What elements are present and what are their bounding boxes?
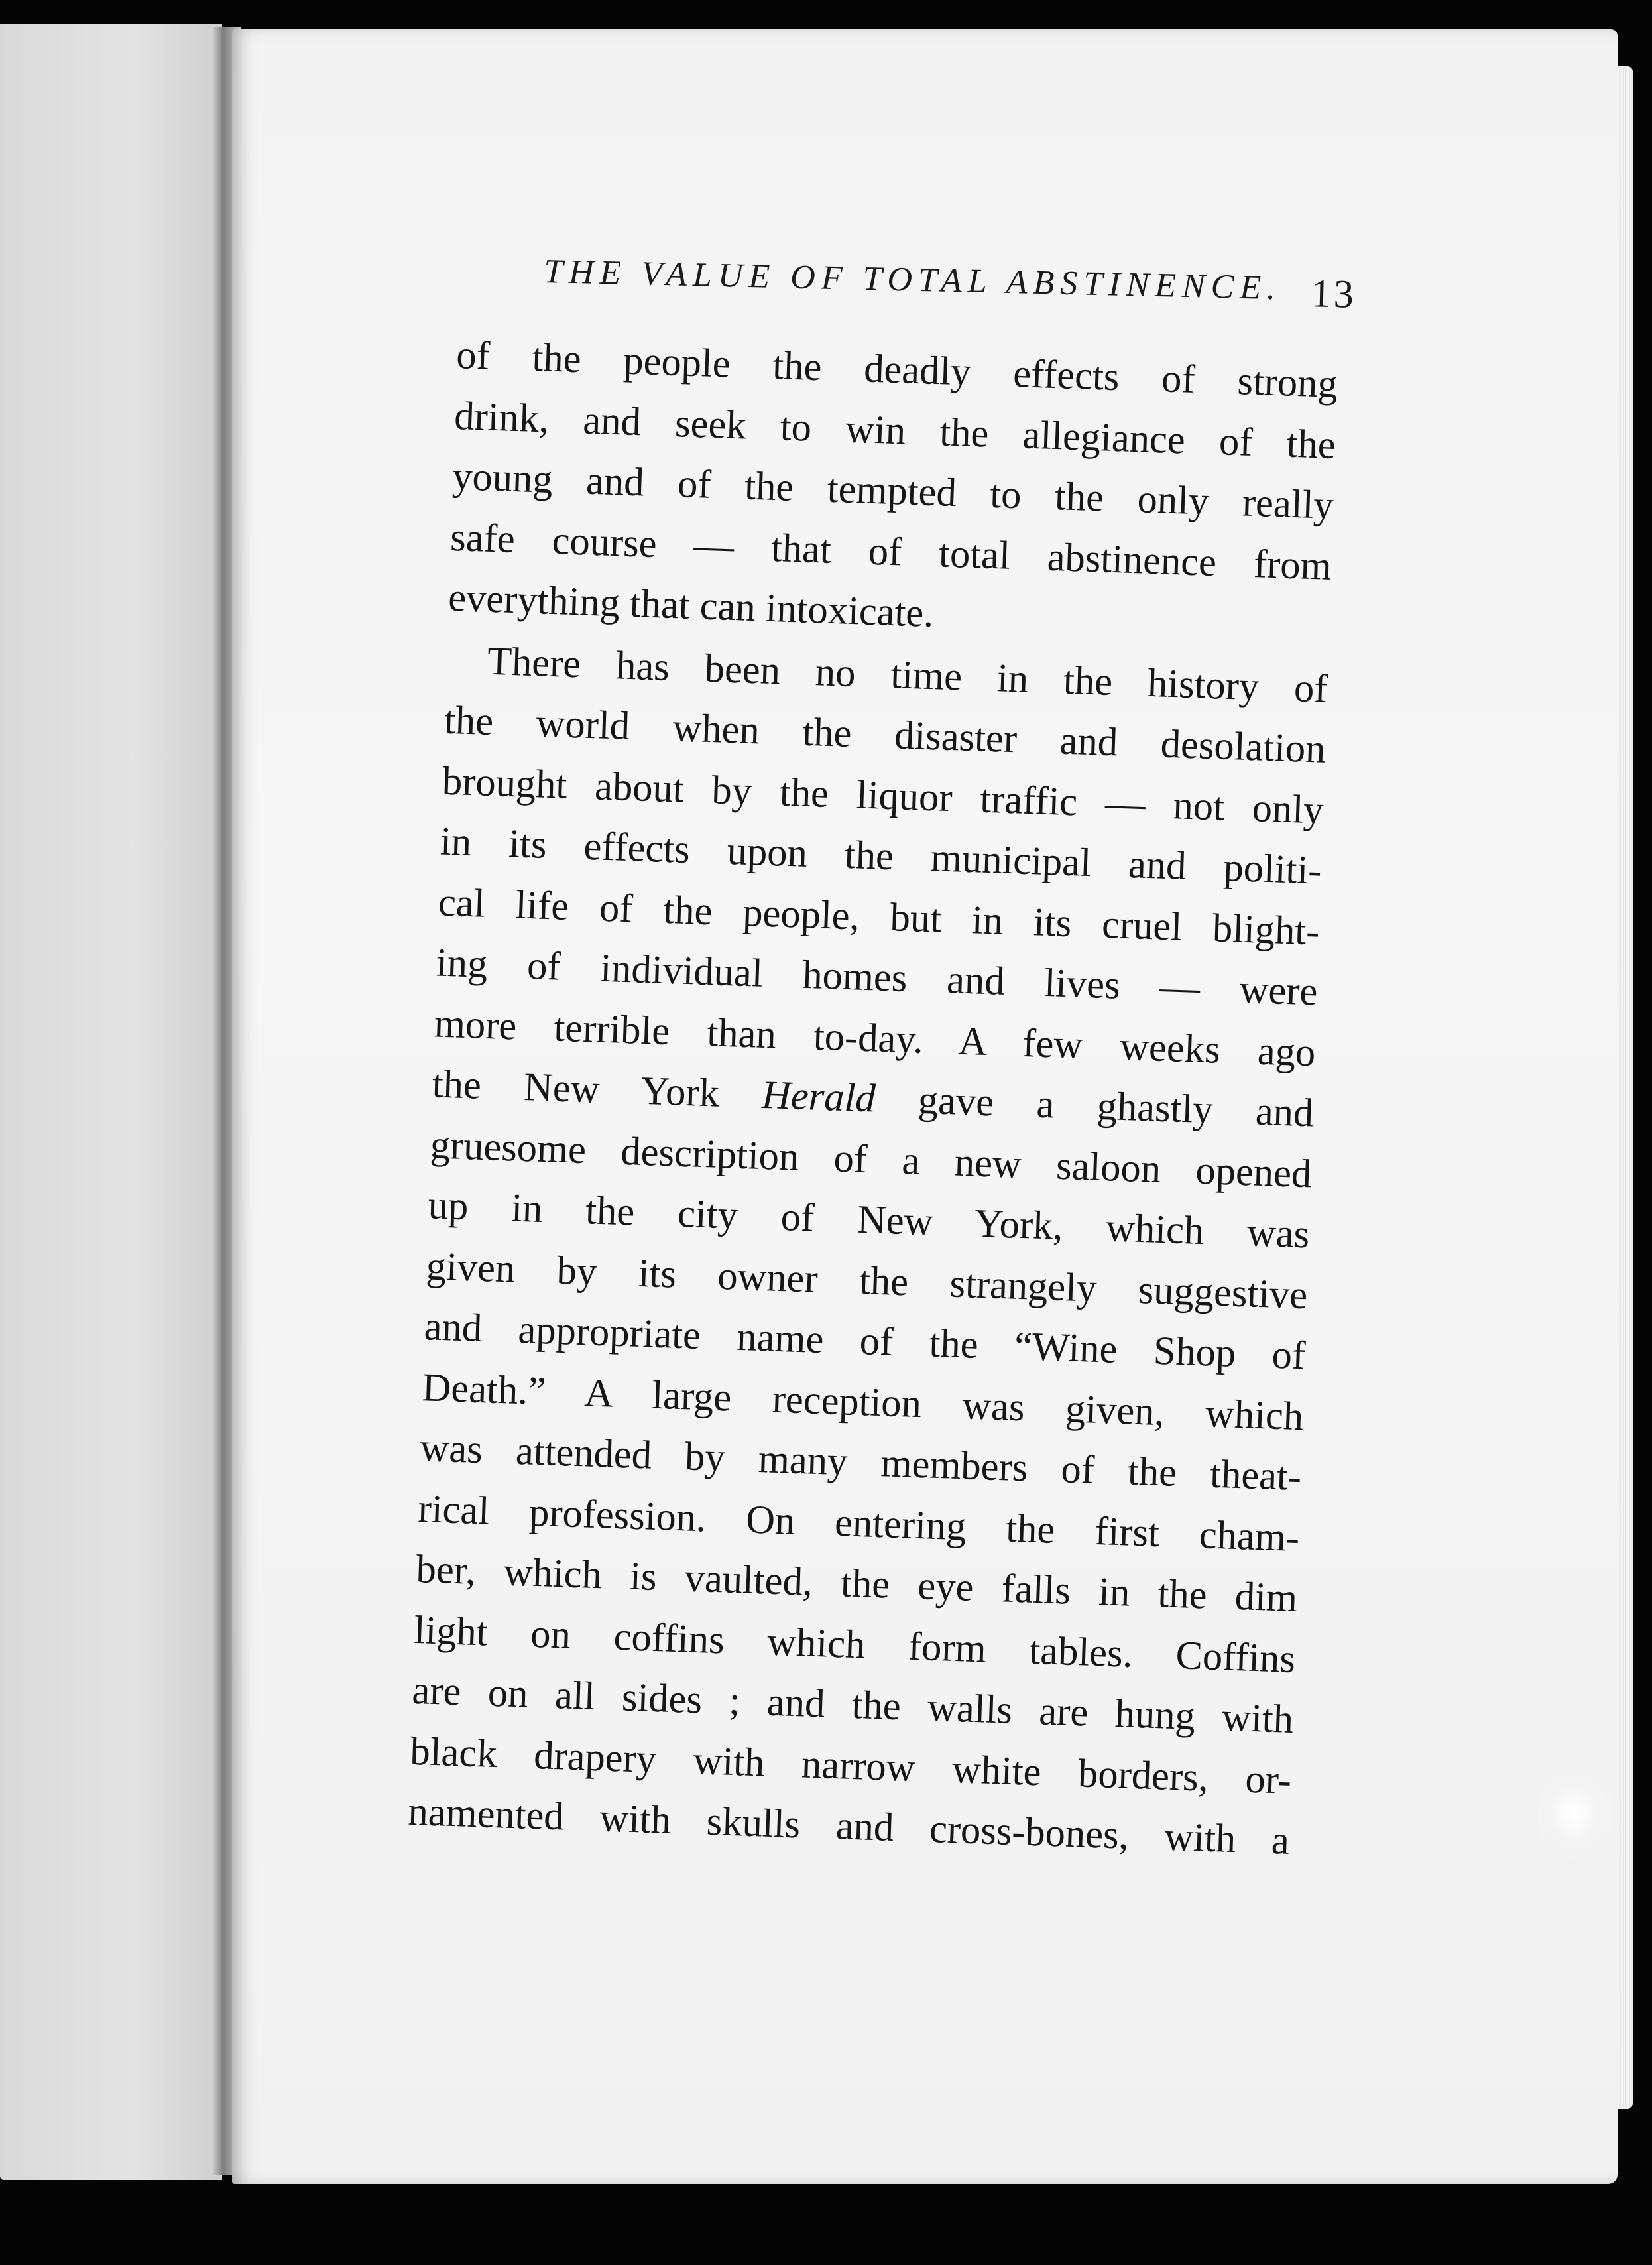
text-line: given by its owner the strangely suggestive	[425, 1243, 1309, 1317]
text-line: of the people the deadly effects of strong	[455, 332, 1338, 407]
text-line: gruesome description of a new saloon opened	[429, 1122, 1313, 1196]
paragraph-1	[447, 325, 1338, 657]
body-text	[407, 325, 1338, 1871]
text-line: brought about by the liquor traffic — not only	[442, 759, 1325, 833]
running-title: THE VALUE OF TOTAL ABSTINENCE.	[543, 253, 1282, 308]
paragraph-2	[407, 629, 1328, 1871]
text-line: black drapery with narrow white borders, or-	[409, 1729, 1293, 1803]
text-line: ber, which is vaulted, the eye falls in the dim	[415, 1546, 1299, 1621]
text-line: cal life of the people, but in its cruel blight-	[438, 880, 1321, 954]
text-line: There has been no time in the history of	[487, 639, 1328, 711]
text-line: rical profession. On entering the first cham-	[417, 1486, 1301, 1560]
text-line: in its effects upon the municipal and politi-	[440, 819, 1323, 893]
text-line: the world when the disaster and desolation	[443, 698, 1327, 772]
text-line: safe course — that of total abstinence from	[449, 515, 1332, 589]
page-number: 13	[1311, 271, 1357, 316]
text-line: ing of individual homes and lives — were	[435, 940, 1319, 1014]
herald-after: gave a ghastly and	[917, 1077, 1315, 1136]
herald-italic: Herald	[761, 1072, 876, 1121]
text-line: light on coffins which form tables. Coffins	[413, 1607, 1297, 1682]
text-line: namented with skulls and cross-bones, with a	[407, 1789, 1290, 1863]
text-line: was attended by many members of the theat-	[419, 1426, 1303, 1500]
herald-before: the New York	[431, 1062, 721, 1116]
text-line: Death.” A large reception was given, which	[421, 1365, 1305, 1439]
paper-damage-spot	[1538, 1764, 1618, 1863]
text-line: and appropriate name of the “Wine Shop of	[423, 1304, 1307, 1378]
left-page	[0, 24, 222, 2180]
text-line: everything that can intoxicate.	[447, 575, 935, 637]
text-line: are on all sides ; and the walls are hung with	[411, 1668, 1295, 1742]
text-line: drink, and seek to win the allegiance of the	[453, 393, 1336, 467]
text-line: more terrible than to-day. A few weeks ago	[433, 1001, 1317, 1075]
text-line: young and of the tempted to the only really	[451, 454, 1334, 528]
text-line: up in the city of New York, which was	[427, 1183, 1311, 1257]
